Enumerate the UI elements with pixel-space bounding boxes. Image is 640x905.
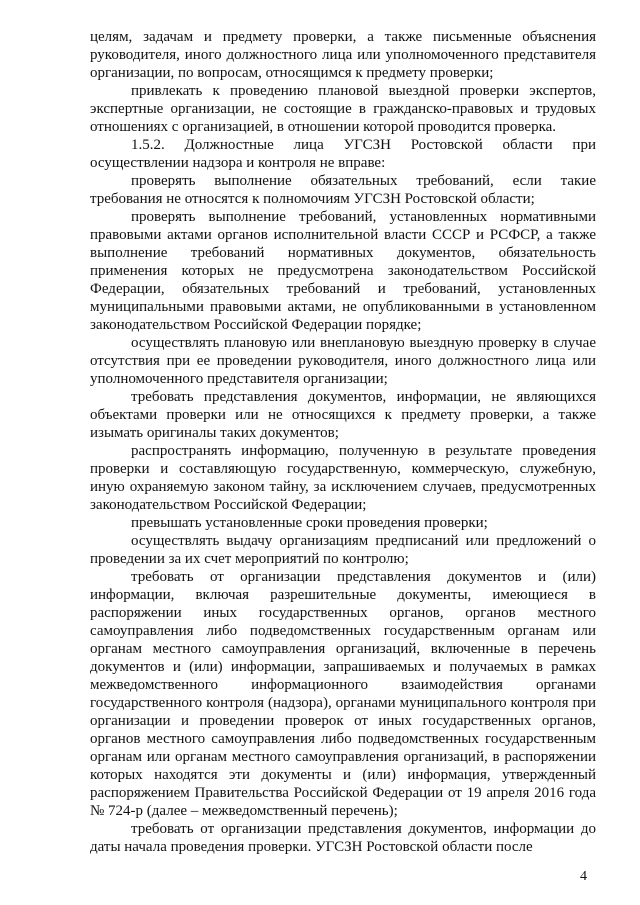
paragraph-experts: привлекать к проведению плановой выездной проверки экспертов, экспертные организации, не состоящие в гражданско-правовых и трудовых отношениях с организацией, в отношении которой проводится проверка. <box>90 83 596 135</box>
paragraph-item-absence: осуществлять плановую или внеплановую выездную проверку в случае отсутствия при ее проведении руководителя, иного должностного лица или уполномоченного представителя организации; <box>90 335 596 387</box>
paragraph-continuation: целям, задачам и предмету проверки, а также письменные объяснения руководителя, иного должностного лица или уполномоченного представителя организации, по вопросам, относящимся к предмету проверки; <box>90 29 596 81</box>
paragraph-item-requirements: проверять выполнение обязательных требований, если такие требования не относятся к полномочиям УГСЗН Ростовской области; <box>90 173 596 207</box>
paragraph-item-ussr-acts: проверять выполнение требований, установленных нормативными правовыми актами органов исполнительной власти СССР и РСФСР, а также выполнение требований нормативных документов, обязательность применения которых не предусмотрена законодательством Российской Федерации, обязательных требований и требований, установленных муниципальными правовыми актами, не опубликованными в установленном законодательством Российской Федерации порядке; <box>90 209 596 333</box>
paragraph-section-1-5-2: 1.5.2. Должностные лица УГСЗН Ростовской области при осуществлении надзора и контроля не вправе: <box>90 137 596 171</box>
paragraph-item-deadlines: превышать установленные сроки проведения проверки; <box>131 515 488 531</box>
paragraph-item-documents: требовать представления документов, информации, не являющихся объектами проверки или не относящихся к предмету проверки, а также изымать оригиналы таких документов; <box>90 389 596 441</box>
paragraph-item-orders: осуществлять выдачу организациям предписаний или предложений о проведении за их счет мероприятий по контролю; <box>90 533 596 567</box>
paragraph-item-disclosure: распространять информацию, полученную в результате проведения проверки и составляющую государственную, коммерческую, служебную, иную охраняемую законом тайну, за исключением случаев, предусмотренных законодательством Российской Федерации; <box>90 443 596 513</box>
paragraph-item-before-start: требовать от организации представления документов, информации до даты начала проведения проверки. УГСЗН Ростовской области после <box>90 821 596 855</box>
document-body <box>90 28 596 856</box>
paragraph-item-interagency: требовать от организации представления документов и (или) информации, включая разрешительные документы, имеющиеся в распоряжении иных государственных органов, органов местного самоуправления либо подведомственных государственным органам или органам местного самоуправления организаций, включенные в перечень документов и (или) информации, запрашиваемых и получаемых в рамках межведомственного информационного взаимодействия органами государственного контроля (надзора), органами муниципального контроля при организации и проведении проверок от иных государственных органов, органов местного самоуправления либо подведомственных государственным органам или органам местного самоуправления организаций, в распоряжении которых находятся эти документы и (или) информация, утвержденный распоряжением Правительства Российской Федерации от 19 апреля 2016 года № 724-р (далее – межведомственный перечень); <box>90 569 596 819</box>
page-number: 4 <box>580 869 587 884</box>
